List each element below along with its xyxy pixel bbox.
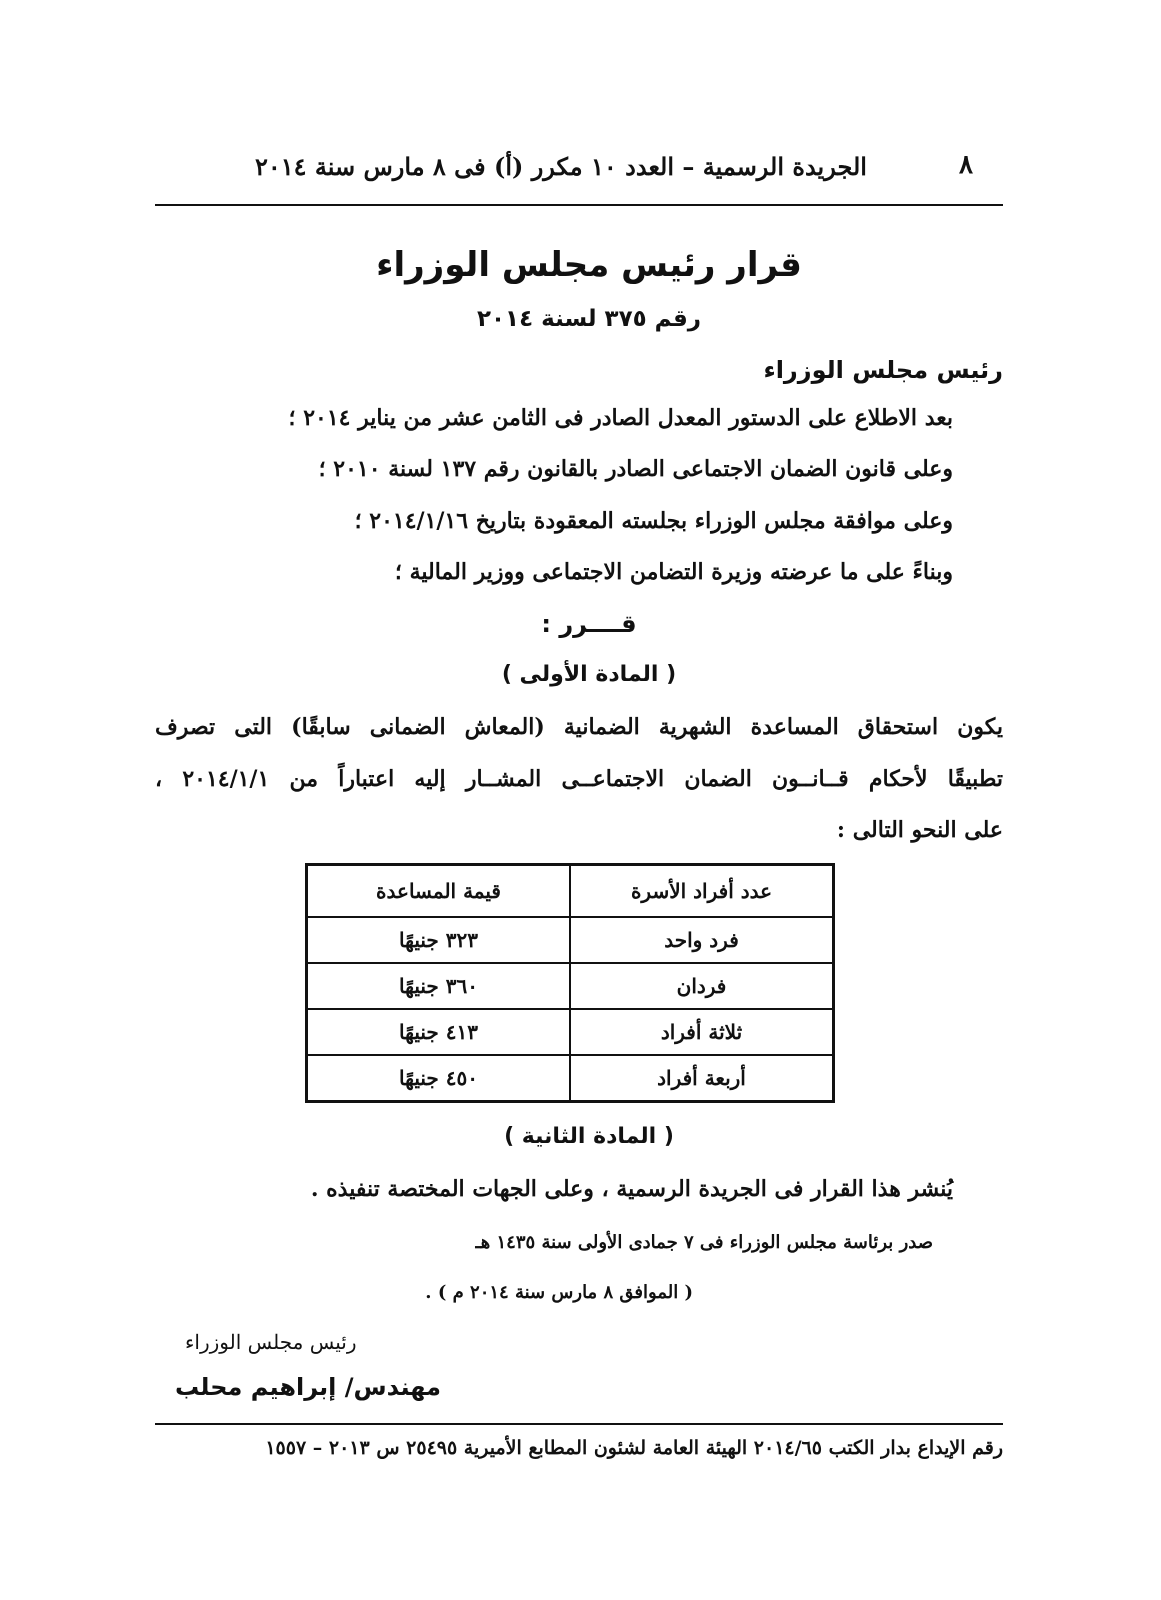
page-header xyxy=(155,150,1003,190)
decree-issuer: رئيس مجلس الوزراء xyxy=(763,356,1003,384)
amount-cell: ٤١٣ جنيهًا xyxy=(307,1009,571,1055)
article-two-heading: ( المادة الثانية ) xyxy=(504,1124,674,1149)
table-header-row xyxy=(307,865,834,918)
footer-divider xyxy=(155,1423,1003,1425)
column-header-members: عدد أفراد الأسرة xyxy=(570,865,834,918)
column-header-amount: قيمة المساعدة xyxy=(307,865,571,918)
issued-gregorian-date: ( الموافق ٨ مارس سنة ٢٠١٤ م ) . xyxy=(425,1282,693,1303)
issued-hijri-date: صدر برئاسة مجلس الوزراء فى ٧ جمادى الأولى سنة ١٤٣٥ هـ xyxy=(475,1232,933,1253)
table-row xyxy=(307,1055,834,1102)
members-cell: أربعة أفراد xyxy=(570,1055,834,1102)
aid-amounts-table xyxy=(305,863,835,1103)
members-cell: فرد واحد xyxy=(570,917,834,963)
amount-cell: ٣٦٠ جنيهًا xyxy=(307,963,571,1009)
amount-cell: ٣٢٣ جنيهًا xyxy=(307,917,571,963)
running-title: الجريدة الرسمية – العدد ١٠ مكرر (أ) فى ٨ مارس سنة ٢٠١٤ xyxy=(255,152,867,181)
preamble-line: وعلى موافقة مجلس الوزراء بجلسته المعقودة بتاريخ ٢٠١٤/١/١٦ ؛ xyxy=(354,508,953,534)
table-row xyxy=(307,917,834,963)
decided-label: قــــرر : xyxy=(541,610,637,638)
signatory-name: مهندس/ إبراهيم محلب xyxy=(175,1373,441,1401)
article-one-line: على النحو التالى : xyxy=(836,817,1003,843)
members-cell: فردان xyxy=(570,963,834,1009)
gazette-page xyxy=(155,0,1003,1600)
decree-number: رقم ٣٧٥ لسنة ٢٠١٤ xyxy=(476,306,702,332)
members-cell: ثلاثة أفراد xyxy=(570,1009,834,1055)
amount-cell: ٤٥٠ جنيهًا xyxy=(307,1055,571,1102)
preamble-line: وبناءً على ما عرضته وزيرة التضامن الاجتماعى ووزير المالية ؛ xyxy=(394,559,953,585)
preamble-line: وعلى قانون الضمان الاجتماعى الصادر بالقانون رقم ١٣٧ لسنة ٢٠١٠ ؛ xyxy=(318,456,953,482)
article-one-heading: ( المادة الأولى ) xyxy=(501,662,677,687)
decree-title: قرار رئيس مجلس الوزراء xyxy=(376,245,802,285)
article-two-text: يُنشر هذا القرار فى الجريدة الرسمية ، وعلى الجهات المختصة تنفيذه . xyxy=(310,1176,953,1202)
page-number: ٨ xyxy=(959,150,973,180)
table-row xyxy=(307,1009,834,1055)
preamble-line: بعد الاطلاع على الدستور المعدل الصادر فى الثامن عشر من يناير ٢٠١٤ ؛ xyxy=(288,405,953,431)
article-one-line: تطبيقًا لأحكام قــانــون الضمان الاجتماعــى المشــار إليه اعتباراً من ٢٠١٤/١/١ ، xyxy=(155,766,1003,792)
signatory-title: رئيس مجلس الوزراء xyxy=(185,1330,357,1354)
table-row xyxy=(307,963,834,1009)
footer-deposit-note: رقم الإيداع بدار الكتب ٢٠١٤/٦٥ الهيئة العامة لشئون المطابع الأميرية ٢٥٤٩٥ س ٢٠١٣ – ١٥٥٧ xyxy=(265,1437,1003,1459)
header-divider xyxy=(155,204,1003,206)
article-one-line: يكون استحقاق المساعدة الشهرية الضمانية (المعاش الضمانى سابقًا) التى تصرف xyxy=(155,714,1003,740)
